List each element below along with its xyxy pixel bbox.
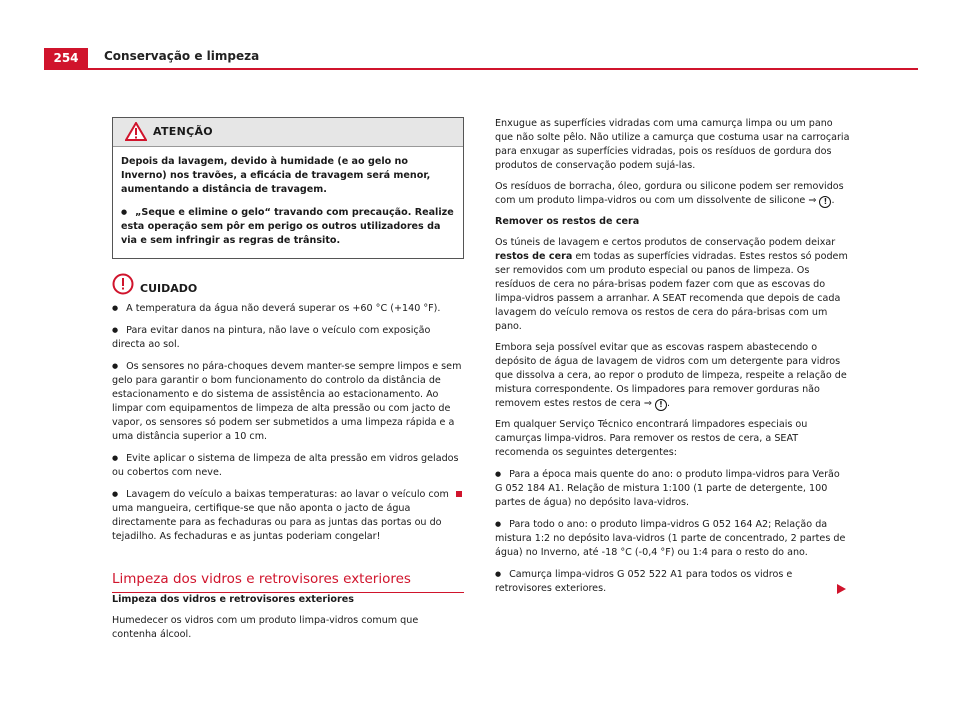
caution-bullet-5-wrap — [112, 487, 464, 544]
right-bullet-3-wrap — [495, 567, 850, 596]
right-bullet-3: ● Camurça limpa-vidros G 052 522 A1 para todos os vidros e retrovisores exteriores. — [495, 567, 830, 596]
caution-title: CUIDADO — [140, 282, 198, 295]
left-column — [112, 117, 464, 649]
caution-bullet-4: ● Evite aplicar o sistema de limpeza de alta pressão em vidros gelados ou cobertos com neve. — [112, 451, 464, 480]
caution-bullet-2: ● Para evitar danos na pintura, não lave o veículo com exposição directa ao sol. — [112, 323, 464, 352]
caution-bullet-5: ● Lavagem do veículo a baixas temperaturas: ao lavar o veículo com uma mangueira, certifique-se que não aponta o jacto de água directamente para as fechaduras ou para as juntas das portas ou do tejadilho. As fechaduras e as juntas poderiam congelar! — [112, 489, 449, 542]
section-end-marker — [456, 491, 462, 497]
caution-bullet-1: ● A temperatura da água não deverá superar os +60 °C (+140 °F). — [112, 301, 464, 316]
warning-box — [112, 117, 464, 259]
section-intro: Humedecer os vidros com um produto limpa-vidros comum que contenha álcool. — [112, 615, 419, 640]
right-column — [495, 117, 850, 603]
note-reference-icon[interactable]: ! — [655, 399, 667, 411]
warning-text: Depois da lavagem, devido à humidade (e ao gelo no Inverno) nos travões, a eficácia de travagem será menor, aumentando a distância de travagem. — [121, 156, 431, 195]
right-paragraph-3-bold: restos de cera — [495, 251, 573, 262]
right-paragraph-3 — [495, 236, 850, 334]
page-number: 254 — [44, 48, 88, 68]
right-paragraph-4-text: Embora seja possível evitar que as escovas raspem abastecendo o depósito de água de lavagem de vidros com um detergente para vidros que dissolva a cera, ao repor o produto de limpeza, respeite a relação de mistura correspondente. Os limpadores para remover gorduras não removem estes restos de cera ⇒ — [495, 342, 847, 409]
warning-body — [113, 147, 463, 258]
section-title: Limpeza dos vidros e retrovisores exteriores — [112, 572, 464, 593]
right-paragraph-2: Os resíduos de borracha, óleo, gordura ou silicone podem ser removidos com um produto limpa-vidros ou com um dissolvente de silicone ⇒ ! . — [495, 181, 844, 206]
section-subhead: Limpeza dos vidros e retrovisores exteriores — [112, 594, 354, 605]
caution-bullet-3: ● Os sensores no pára-choques devem manter-se sempre limpos e sem gelo para garantir o bom funcionamento do controlo da distância de estacionamento e do sistema de assistência ao estacionamento. Ao limpar com equipamentos de limpeza de alta pressão ou com jacto de vapor, os sensores só podem ser submetidos a uma limpeza rápida e a uma distância superior a 10 cm. — [112, 359, 464, 444]
page-header — [44, 48, 918, 70]
exclamation-circle-icon — [112, 273, 134, 295]
continue-arrow-icon — [837, 584, 846, 594]
right-paragraph-5: Em qualquer Serviço Técnico encontrará limpadores especiais ou camurças limpa-vidros. Para remover os restos de cera, a SEAT recomenda os seguintes detergentes: — [495, 419, 808, 458]
right-paragraph-3-c: em todas as superfícies vidradas. Estes restos só podem ser removidos com um produto especial ou panos de limpeza. Os resíduos de cera no pára-brisas podem fazer com que as escovas do limpa-vidros passem a arranhar. A SEAT recomenda que depois de cada lavagem do veículo remova os restos de cera do pára-brisas com um pano. — [495, 251, 848, 332]
chapter-title: Conservação e limpeza — [104, 49, 260, 63]
right-subhead: Remover os restos de cera — [495, 216, 640, 227]
warning-title: ATENÇÃO — [153, 125, 213, 138]
right-paragraph-3-a: Os túneis de lavagem e certos produtos de conservação podem deixar — [495, 237, 836, 248]
note-reference-icon[interactable]: ! — [819, 196, 831, 208]
warning-bullet: ● „Seque e elimine o gelo“ travando com precaução. Realize esta operação sem pôr em perigo os outros utilizadores da via e sem infringir as regras de trânsito. — [121, 205, 455, 248]
right-paragraph-4: Embora seja possível evitar que as escovas raspem abastecendo o depósito de água de lavagem de vidros com um detergente para vidros que dissolva a cera, ao repor o produto de limpeza, respeite a relação de mistura correspondente. Os limpadores para remover gorduras não removem estes restos de cera ⇒ ! . — [495, 342, 847, 409]
right-paragraph-2-text: Os resíduos de borracha, óleo, gordura ou silicone podem ser removidos com um produto limpa-vidros ou com um dissolvente de silicone ⇒ — [495, 181, 844, 206]
warning-triangle-icon — [125, 122, 147, 141]
right-paragraph-1: Enxugue as superfícies vidradas com uma camurça limpa ou um pano que não solte pêlo. Não utilize a camurça que costuma usar na carroçaria para enxugar as superfícies vidradas, pois os resíduos de gordura dos produtos de conservação podem sujá-las. — [495, 118, 850, 171]
warning-header — [113, 118, 463, 147]
right-bullet-1: ● Para a época mais quente do ano: o produto limpa-vidros para Verão G 052 184 A1. Relação de mistura 1:100 (1 parte de detergente, 100 partes de água) no depósito lava-vidros. — [495, 467, 850, 510]
caution-header — [112, 273, 464, 297]
right-bullet-2: ● Para todo o ano: o produto limpa-vidros G 052 164 A2; Relação da mistura 1:2 no depósito lava-vidros (1 parte de concentrado, 2 partes de água) no Inverno, até -18 °C (-0,4 °F) ou 1:4 para o resto do ano. — [495, 517, 850, 560]
